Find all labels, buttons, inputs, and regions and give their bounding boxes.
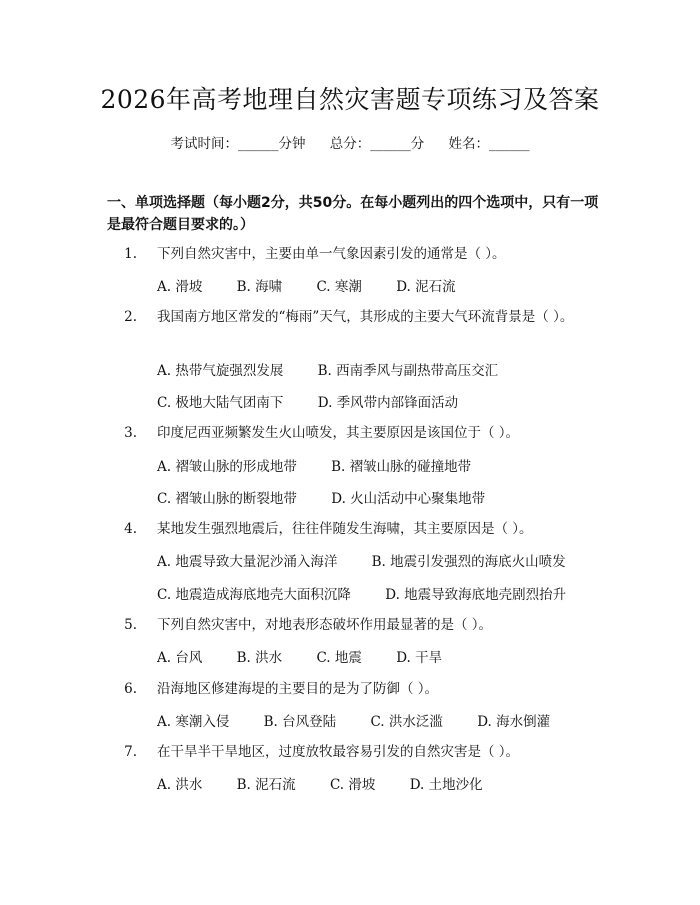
- question-text: 在干旱半干旱地区，过度放牧最容易引发的自然灾害是（ ）。: [157, 744, 520, 760]
- question-2-options-row2: [157, 391, 488, 411]
- page-title: 2026年高考地理自然灾害题专项练习及答案: [100, 85, 600, 114]
- question-text: 下列自然灾害中，主要由单一气象因素引发的通常是（ ）。: [157, 246, 506, 262]
- exam-time-field: 考试时间：______分钟: [170, 136, 306, 152]
- question-text: 下列自然灾害中，对地表形态破坏作用最显著的是（ ）。: [157, 617, 493, 633]
- option-a: A. 寒潮入侵: [157, 714, 230, 730]
- option-c: C. 地震: [316, 650, 362, 666]
- option-d: D. 火山活动中心聚集地带: [331, 491, 486, 507]
- question-1-options: [157, 275, 486, 295]
- question-text: 沿海地区修建海堤的主要目的是为了防御（ ）。: [157, 681, 439, 697]
- question-3-options-row1: [157, 455, 501, 475]
- question-4: [107, 518, 602, 540]
- question-number: 4.: [124, 521, 137, 537]
- total-score-field: 总分：______分: [329, 136, 425, 152]
- option-d: D. 土地沙化: [409, 777, 483, 793]
- option-a: A. 热带气旋强烈发展: [157, 363, 284, 379]
- option-c: C. 寒潮: [316, 279, 362, 295]
- option-b: B. 洪水: [236, 650, 283, 666]
- option-a: A. 台风: [157, 650, 203, 666]
- option-d: D. 季风带内部锋面活动: [317, 395, 459, 411]
- option-b: B. 地震引发强烈的海底火山喷发: [371, 554, 566, 570]
- option-c: C. 洪水泛滥: [370, 714, 443, 730]
- question-4-options-row2: [157, 583, 596, 603]
- option-c: C. 极地大陆气团南下: [157, 395, 284, 411]
- question-7: [107, 741, 602, 763]
- option-b: B. 褶皱山脉的碰撞地带: [331, 459, 472, 475]
- question-text: 某地发生强烈地震后，往往伴随发生海啸，其主要原因是（ ）。: [157, 521, 533, 537]
- section-header: 一、单项选择题（每小题2分，共50分。在每小题列出的四个选项中，只有一项是最符合题目要求的。）: [107, 195, 599, 233]
- option-d: D. 地震导致海底地壳剧烈抬升: [385, 587, 567, 603]
- exam-meta: [0, 132, 700, 152]
- question-text: 印度尼西亚频繁发生火山喷发，其主要原因是该国位于（ ）。: [157, 425, 520, 441]
- question-5-options: [157, 646, 472, 666]
- option-a: A. 地震导致大量泥沙涌入海洋: [157, 554, 338, 570]
- question-number: 5.: [124, 617, 137, 633]
- question-6: [107, 678, 602, 700]
- option-b: B. 台风登陆: [263, 714, 337, 730]
- question-number: 2.: [124, 309, 137, 325]
- option-d: D. 干旱: [396, 650, 443, 666]
- option-c: C. 滑坡: [329, 777, 376, 793]
- question-7-options: [157, 773, 513, 793]
- option-b: B. 海啸: [236, 279, 283, 295]
- option-b: B. 西南季风与副热带高压交汇: [317, 363, 499, 379]
- option-c: C. 褶皱山脉的断裂地带: [157, 491, 297, 507]
- option-b: B. 泥石流: [236, 777, 296, 793]
- option-d: D. 泥石流: [396, 279, 456, 295]
- question-3-options-row2: [157, 487, 515, 507]
- question-5: [107, 614, 602, 636]
- question-2: [107, 306, 602, 328]
- question-6-options: [157, 710, 580, 730]
- student-name-field: 姓名：______: [448, 136, 530, 152]
- option-a: A. 褶皱山脉的形成地带: [157, 459, 297, 475]
- option-d: D. 海水倒灌: [477, 714, 551, 730]
- option-c: C. 地震造成海底地壳大面积沉降: [157, 587, 351, 603]
- question-number: 7.: [124, 744, 137, 760]
- option-a: A. 洪水: [157, 777, 203, 793]
- question-number: 3.: [124, 425, 137, 441]
- question-3: [107, 422, 602, 444]
- option-a: A. 滑坡: [157, 279, 203, 295]
- question-2-options-row1: [157, 359, 528, 379]
- question-text: 我国南方地区常发的“梅雨”天气，其形成的主要大气环流背景是（ ）。: [157, 309, 574, 325]
- question-1: [107, 243, 602, 265]
- question-4-options-row1: [157, 550, 596, 570]
- question-number: 6.: [124, 681, 137, 697]
- question-number: 1.: [124, 246, 137, 262]
